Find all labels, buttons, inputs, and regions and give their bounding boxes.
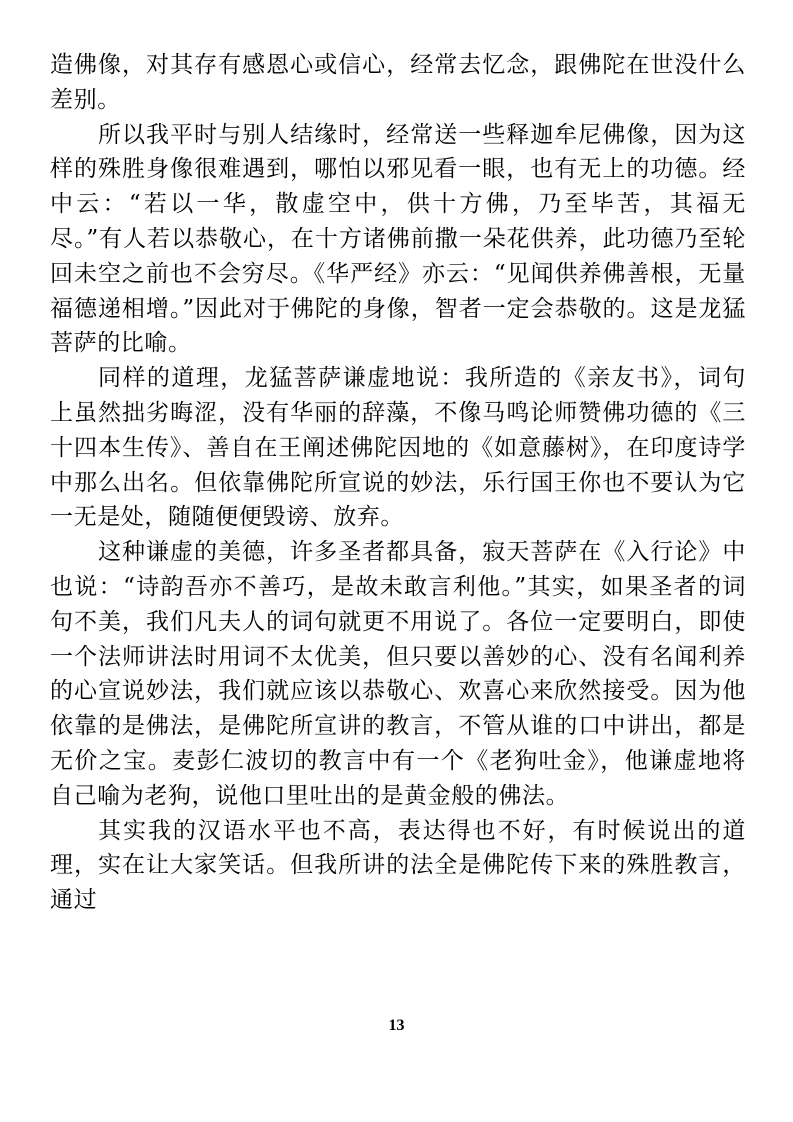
page-body xyxy=(50,48,746,918)
paragraph-2: 所以我平时与别人结缘时，经常送一些释迦牟尼佛像，因为这样的殊胜身像很难遇到，哪怕以邪见看一眼，也有无上的功德。经中云：“若以一华，散虚空中，供十方佛，乃至毕苦，其福无尽。”有人若以恭敬心，在十方诸佛前撒一朵花供养，此功德乃至轮回未空之前也不会穷尽。《华严经》亦云：“见闻供养佛善根，无量福德递相增。”因此对于佛陀的身像，智者一定会恭敬的。这是龙猛菩萨的比喻。 xyxy=(50,121,746,357)
paragraph-5: 其实我的汉语水平也不高，表达得也不好，有时候说出的道理，实在让大家笑话。但我所讲的法全是佛陀传下来的殊胜教言，通过 xyxy=(50,817,746,914)
paragraph-4: 这种谦虚的美德，许多圣者都具备，寂天菩萨在《入行论》中也说：“诗韵吾亦不善巧，是故未敢言利他。”其实，如果圣者的词句不美，我们凡夫人的词句就更不用说了。各位一定要明白，即使一个法师讲法时用词不太优美，但只要以善妙的心、没有名闻利养的心宣说妙法，我们就应该以恭敬心、欢喜心来欣然接受。因为他依靠的是佛法，是佛陀所宣讲的教言，不管从谁的口中讲出，都是无价之宝。麦彭仁波切的教言中有一个《老狗吐金》，他谦虚地将自己喻为老狗，说他口里吐出的是黄金般的佛法。 xyxy=(50,539,746,809)
paragraph-3: 同样的道理，龙猛菩萨谦虚地说：我所造的《亲友书》，词句上虽然拙劣晦涩，没有华丽的辞藻，不像马鸣论师赞佛功德的《三十四本生传》、善自在王阐述佛陀因地的《如意藤树》，在印度诗学中那么出名。但依靠佛陀所宣说的妙法，乐行国王你也不要认为它一无是处，随随便便毁谤、放弃。 xyxy=(50,365,746,531)
page-number: 13 xyxy=(388,1017,405,1034)
paragraph-1: 造佛像，对其存有感恩心或信心，经常去忆念，跟佛陀在世没什么差别。 xyxy=(50,52,746,113)
